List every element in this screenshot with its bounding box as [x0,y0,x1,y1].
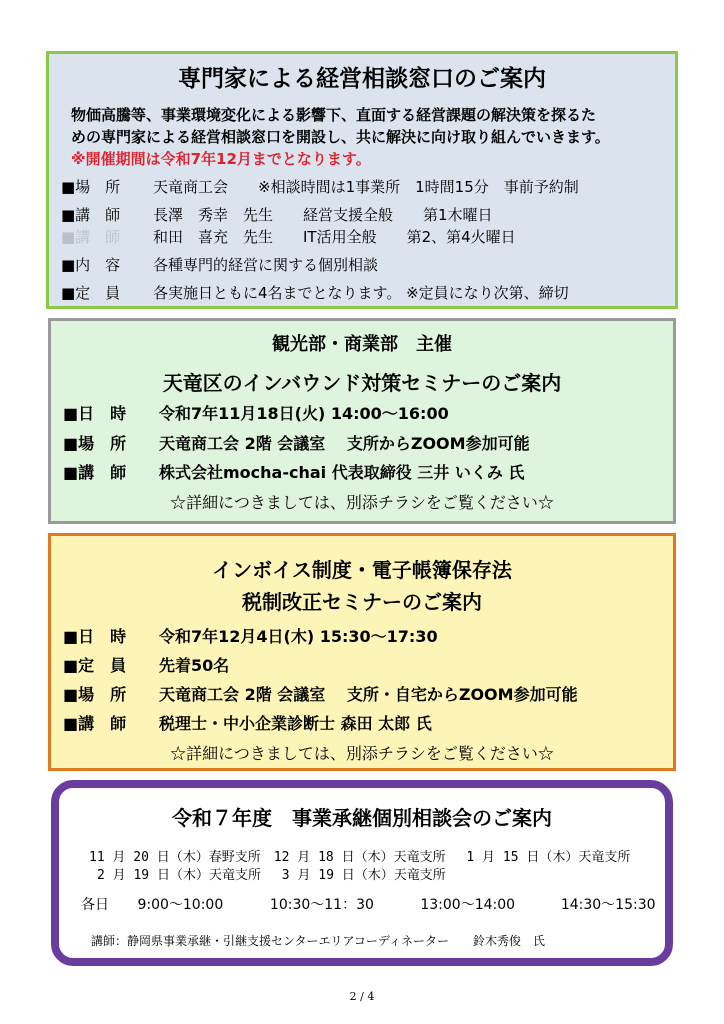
consultation-section [46,51,678,309]
lecturer-value: 株式会社mocha-chai 代表取締役 三井 いくみ 氏 [159,463,525,482]
inbound-date-row [63,401,449,424]
lecturer-value-2: 和田 喜充 先生 IT活用全般 第2、第4火曜日 [153,228,516,246]
invoice-title-line1: インボイス制度・電子帳簿保存法 [212,558,512,582]
content-label: ■内 容 [61,256,121,274]
invoice-flyer-note: ☆詳細につきましては、別添チラシをご覧ください☆ [170,744,554,763]
lecturer-label-faint: ■講 師 [61,228,121,246]
consultation-intro-line1: 物価高騰等、事業環境変化による影響下、直面する経営課題の解決策を探るた [71,106,597,124]
date-label: ■日 時 [63,404,127,423]
lecturer-value-1: 長澤 秀幸 先生 経営支援全般 第1木曜日 [153,206,493,224]
capacity-value: 各実施日ともに4名までとなります。 ※定員になり次第、締切 [153,284,569,302]
succession-title: 令和７年度 事業承継個別相談会のご案内 [172,806,552,830]
capacity-value: 先着50名 [159,656,230,675]
time-slot: 9:00～10:00 [137,897,224,913]
inbound-host: 観光部・商業部 主催 [272,334,452,355]
capacity-label: ■定 員 [63,656,127,675]
consultation-lecturer-row2 [61,226,516,247]
place-value: 天竜商工会 ※相談時間は1事業所 1時間15分 事前予約制 [153,178,579,196]
schedule-line1: 11 月 20 日（木）春野支所 12 月 18 日（木）天竜支所 1 月 15 日（木）天竜支所 [89,850,631,865]
place-label: ■場 所 [63,685,127,704]
lecturer-label: ■講 師 [61,206,121,224]
consultation-intro-line2: めの専門家による経営相談窓口を開設し、共に解決に向け取り組んでいきます。 [71,128,610,146]
date-label: ■日 時 [63,627,127,646]
place-label: ■場 所 [63,434,127,453]
consultation-title: 専門家による経営相談窓口のご案内 [178,66,546,92]
times-label: 各日 [81,897,109,913]
invoice-title-line2: 税制改正セミナーのご案内 [242,590,482,614]
place-value: 天竜商工会 2階 会議室 支所・自宅からZOOM参加可能 [159,685,578,704]
time-slot: 10:30～11：30 [269,897,374,913]
succession-lecturer: 講師：静岡県事業承継・引継支援センターエリアコーディネーター 鈴木秀俊 氏 [91,934,545,948]
inbound-place-row [63,431,530,454]
page-number: 2 / 4 [349,990,375,1003]
lecturer-label: ■講 師 [63,463,127,482]
date-value: 令和7年12月4日(木) 15:30～17:30 [159,627,438,646]
schedule-line2: 2 月 19 日（木）天竜支所 3 月 19 日（木）天竜支所 [97,868,446,883]
consultation-period-notice: ※開催期間は令和7年12月までとなります。 [71,150,371,168]
consultation-content-row [61,254,378,275]
consultation-lecturer-row1 [61,204,493,225]
inbound-flyer-note: ☆詳細につきましては、別添チラシをご覧ください☆ [170,493,554,512]
lecturer-value: 税理士・中小企業診断士 森田 太郎 氏 [159,714,432,733]
consultation-capacity-row [61,282,569,303]
times-row [81,894,656,914]
date-value: 令和7年11月18日(火) 14:00～16:00 [159,404,449,423]
invoice-lecturer-row [63,711,432,734]
inbound-lecturer-row [63,460,524,483]
succession-section [51,780,673,966]
inbound-title: 天竜区のインバウンド対策セミナーのご案内 [162,371,562,395]
content-value: 各種専門的経営に関する個別相談 [153,256,379,274]
invoice-place-row [63,682,578,705]
invoice-capacity-row [63,653,229,676]
consultation-place-row [61,176,579,197]
capacity-label: ■定 員 [61,284,121,302]
invoice-date-row [63,624,438,647]
time-slot: 13:00～14:00 [420,897,516,913]
place-label: ■場 所 [61,178,121,196]
lecturer-label: ■講 師 [63,714,127,733]
inbound-seminar-section [48,318,676,524]
invoice-seminar-section [48,533,676,771]
place-value: 天竜商工会 2階 会議室 支所からZOOM参加可能 [159,434,530,453]
time-slot: 14:30～15:30 [560,897,656,913]
